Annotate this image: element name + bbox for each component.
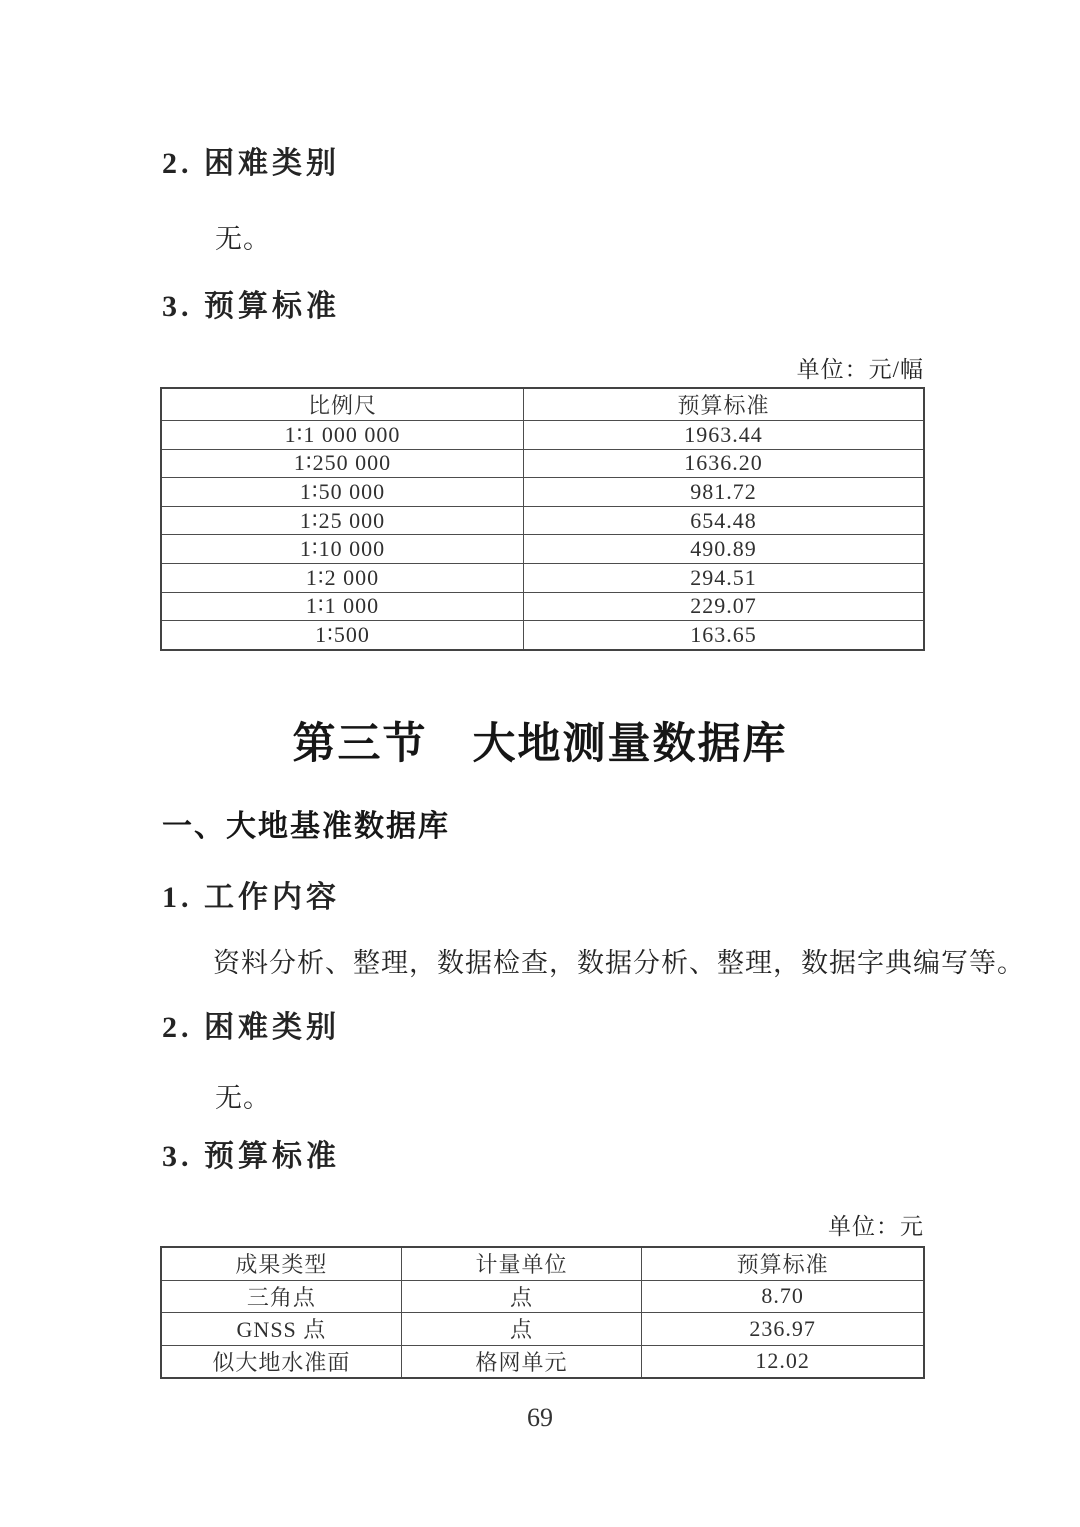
table-cell: 1∶500: [161, 621, 523, 650]
table-cell: 981.72: [523, 478, 924, 507]
scale-budget-table: [160, 387, 925, 651]
table-cell: 1∶50 000: [161, 478, 523, 507]
table-row: [161, 421, 924, 450]
table-header-cell: 比例尺: [161, 388, 523, 421]
work-content-body: 资料分析、整理，数据检查，数据分析、整理，数据字典编写等。: [213, 948, 1025, 978]
table-cell: 490.89: [523, 535, 924, 564]
table-cell: 1963.44: [523, 421, 924, 450]
table-cell: 294.51: [523, 563, 924, 592]
table-cell: 点: [401, 1313, 641, 1346]
table-header-cell: 预算标准: [642, 1247, 924, 1280]
difficulty-body-2: 无。: [215, 1083, 271, 1113]
table-header-cell: 计量单位: [401, 1247, 641, 1280]
table-cell: 236.97: [642, 1313, 924, 1346]
table-row: [161, 563, 924, 592]
table-cell: 点: [401, 1280, 641, 1313]
heading-budget-standard-1: 3. 预算标准: [162, 290, 340, 323]
heading-work-content: 1. 工作内容: [162, 881, 340, 914]
table-cell: 三角点: [161, 1280, 401, 1313]
table-cell: 1∶25 000: [161, 506, 523, 535]
heading-difficulty-category-2: 2. 困难类别: [162, 1011, 340, 1044]
section-title: 第三节 大地测量数据库: [292, 720, 788, 768]
table-row: [161, 449, 924, 478]
table-cell: 1∶1 000 000: [161, 421, 523, 450]
table-header-cell: 成果类型: [161, 1247, 401, 1280]
table-row: [161, 1345, 924, 1378]
result-budget-table: [160, 1246, 925, 1379]
table-row: [161, 478, 924, 507]
page-number: 69: [527, 1403, 553, 1432]
difficulty-body-1: 无。: [215, 224, 271, 254]
table-cell: 1∶1 000: [161, 592, 523, 621]
table-cell: 8.70: [642, 1280, 924, 1313]
table-row: [161, 621, 924, 650]
table-row: [161, 1313, 924, 1346]
unit-label-yuan-per-sheet: 单位：元/幅: [796, 357, 924, 382]
table-cell: 1∶2 000: [161, 563, 523, 592]
table-row: [161, 506, 924, 535]
table-cell: 1636.20: [523, 449, 924, 478]
table-cell: 163.65: [523, 621, 924, 650]
table-cell: 12.02: [642, 1345, 924, 1378]
table-cell: 1∶10 000: [161, 535, 523, 564]
table-row: [161, 592, 924, 621]
unit-label-yuan: 单位：元: [828, 1214, 924, 1239]
table-row: [161, 1280, 924, 1313]
table-cell: 似大地水准面: [161, 1345, 401, 1378]
table-cell: 229.07: [523, 592, 924, 621]
table-cell: GNSS 点: [161, 1313, 401, 1346]
table-header-row: [161, 1247, 924, 1280]
table-header-cell: 预算标准: [523, 388, 924, 421]
heading-difficulty-category-1: 2. 困难类别: [162, 147, 340, 180]
table-header-row: [161, 388, 924, 421]
table-row: [161, 535, 924, 564]
subsection-title: 一、大地基准数据库: [162, 810, 450, 843]
table-cell: 654.48: [523, 506, 924, 535]
table-cell: 格网单元: [401, 1345, 641, 1378]
table-cell: 1∶250 000: [161, 449, 523, 478]
heading-budget-standard-2: 3. 预算标准: [162, 1140, 340, 1173]
